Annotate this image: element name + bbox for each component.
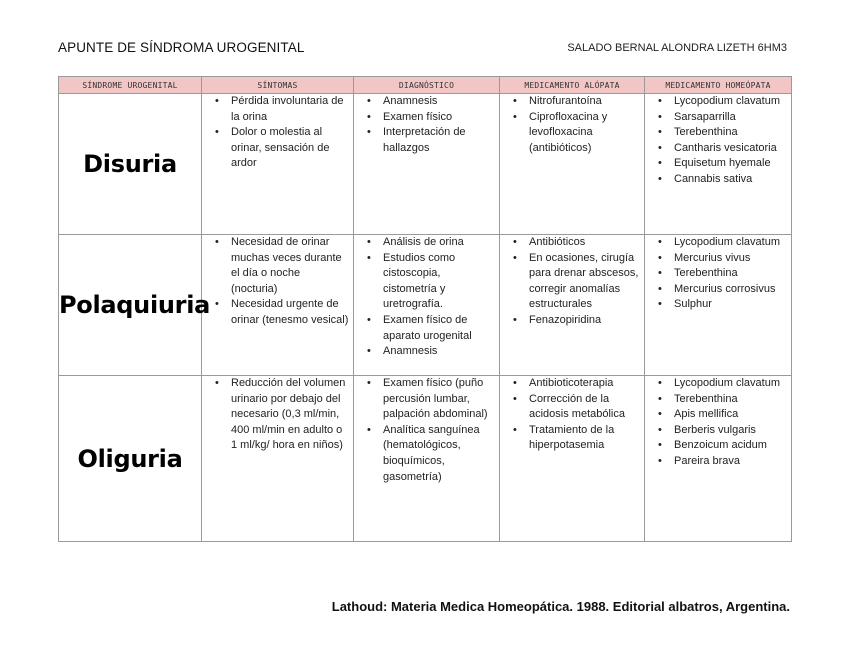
table-header-row (59, 77, 792, 94)
table-row (59, 235, 792, 376)
list-item: • En ocasiones, cirugía para drenar abscesos, corregir anomalías estructurales (529, 251, 640, 313)
list-item: • Lycopodium clavatum (674, 94, 787, 110)
syndrome-name: Polaquiuria (59, 235, 202, 376)
homeopata-cell (645, 94, 792, 235)
list-item: • Berberis vulgaris (674, 423, 787, 439)
sintomas-cell (202, 235, 354, 376)
list-item: • Apis mellifica (674, 407, 787, 423)
list-item: • Mercurius corrosivus (674, 282, 787, 298)
list-item: • Dolor o molestia al orinar, sensación de ardor (231, 125, 349, 172)
homeopata-cell (645, 235, 792, 376)
list-item: • Corrección de la acidosis metabólica (529, 392, 640, 423)
list-item: • Anamnesis (383, 344, 495, 360)
list-item: • Pareira brava (674, 454, 787, 470)
list-item: • Examen físico (383, 110, 495, 126)
list-item: • Sulphur (674, 297, 787, 313)
list-item: • Sarsaparrilla (674, 110, 787, 126)
homeopata-cell (645, 376, 792, 542)
list-item: • Antibióticos (529, 235, 640, 251)
alopata-cell (500, 235, 645, 376)
list-item: • Benzoicum acidum (674, 438, 787, 454)
list-item: • Antibioticoterapia (529, 376, 640, 392)
list-item: • Pérdida involuntaria de la orina (231, 94, 349, 125)
list-item: • Tratamiento de la hiperpotasemia (529, 423, 640, 454)
list-item: • Analítica sanguínea (hematológicos, bioquímicos, gasometría) (383, 423, 495, 485)
list-item: • Necesidad de orinar muchas veces durante el día o noche (nocturia) (231, 235, 349, 297)
header-alopata: MEDICAMENTO ALÓPATA (500, 77, 645, 94)
list-item: • Lycopodium clavatum (674, 376, 787, 392)
diagnostico-cell (354, 376, 500, 542)
syndrome-name: Disuria (59, 94, 202, 235)
diagnostico-cell (354, 235, 500, 376)
list-item: • Reducción del volumen urinario por debajo del necesario (0,3 ml/min, 400 ml/min en adulto o 1 ml/kg/ hora en niños) (231, 376, 349, 454)
list-item: • Nitrofurantoína (529, 94, 640, 110)
author-name: SALADO BERNAL ALONDRA LIZETH 6HM3 (567, 42, 787, 54)
header-homeopata: MEDICAMENTO HOMEÓPATA (645, 77, 792, 94)
list-item: • Cannabis sativa (674, 172, 787, 188)
bibliographic-reference: Lathoud: Materia Medica Homeopática. 1988. Editorial albatros, Argentina. (331, 599, 790, 614)
diagnostico-cell (354, 94, 500, 235)
list-item: • Terebenthina (674, 392, 787, 408)
syndrome-name: Oliguria (59, 376, 202, 542)
table-row (59, 376, 792, 542)
list-item: • Interpretación de hallazgos (383, 125, 495, 156)
list-item: • Cantharis vesicatoria (674, 141, 787, 157)
sintomas-cell (202, 94, 354, 235)
list-item: • Examen físico (puño percusión lumbar, palpación abdominal) (383, 376, 495, 423)
syndrome-table (58, 76, 792, 542)
list-item: • Terebenthina (674, 266, 787, 282)
list-item: • Lycopodium clavatum (674, 235, 787, 251)
list-item: • Terebenthina (674, 125, 787, 141)
header-sintomas: SÍNTOMAS (202, 77, 354, 94)
list-item: • Necesidad urgente de orinar (tenesmo vesical) (231, 297, 349, 328)
document-title: APUNTE DE SÍNDROMA UROGENITAL (58, 40, 305, 55)
sintomas-cell (202, 376, 354, 542)
header-sindrome: SÍNDROME UROGENITAL (59, 77, 202, 94)
table-row (59, 94, 792, 235)
list-item: • Estudios como cistoscopia, cistometría y uretrografía. (383, 251, 495, 313)
list-item: • Equisetum hyemale (674, 156, 787, 172)
list-item: • Mercurius vivus (674, 251, 787, 267)
list-item: • Anamnesis (383, 94, 495, 110)
list-item: • Ciprofloxacina y levofloxacina (antibióticos) (529, 110, 640, 157)
list-item: • Análisis de orina (383, 235, 495, 251)
alopata-cell (500, 376, 645, 542)
list-item: • Examen físico de aparato urogenital (383, 313, 495, 344)
alopata-cell (500, 94, 645, 235)
list-item: • Fenazopiridina (529, 313, 640, 329)
header-diagnostico: DIAGNÓSTICO (354, 77, 500, 94)
